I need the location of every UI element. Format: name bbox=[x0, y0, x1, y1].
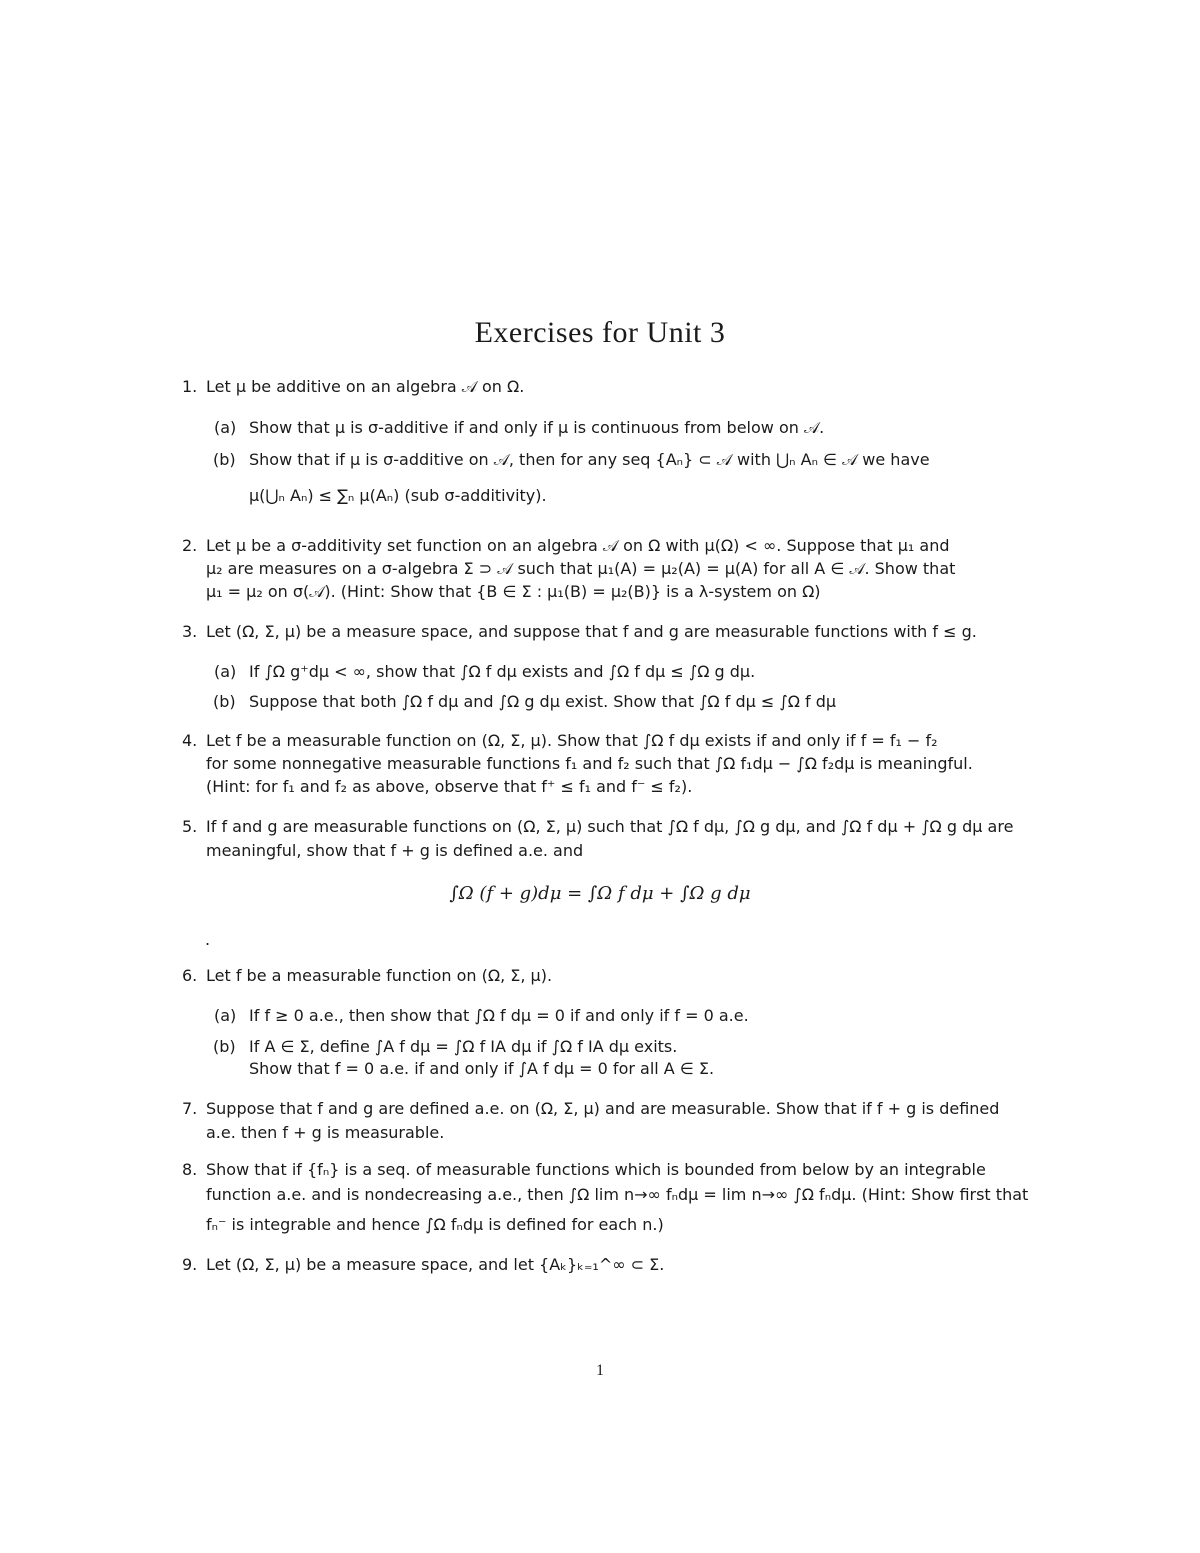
exercise-3-text: Let (Ω, Σ, μ) be a measure space, and suppose that f and g are measurable functions with f ≤ g. bbox=[206, 622, 977, 641]
page-title: Exercises for Unit 3 bbox=[474, 316, 726, 349]
exercise-1b-label: (b) bbox=[213, 450, 236, 469]
exercise-2-number: 2. bbox=[182, 536, 198, 555]
exercise-6-text: Let f be a measurable function on (Ω, Σ, μ). bbox=[206, 966, 553, 985]
exercise-5-line-2: meaningful, show that f + g is defined a.e. and bbox=[206, 841, 584, 860]
exercise-6a-label: (a) bbox=[214, 1006, 237, 1025]
exercise-3b-text: Suppose that both ∫Ω f dμ and ∫Ω g dμ exist. Show that ∫Ω f dμ ≤ ∫Ω f dμ bbox=[249, 692, 837, 711]
exercise-5-line-1: If f and g are measurable functions on (Ω, Σ, μ) such that ∫Ω f dμ, ∫Ω g dμ, and ∫Ω f dμ + ∫Ω g dμ are bbox=[206, 817, 1014, 836]
exercise-2-line-3: μ₁ = μ₂ on σ(𝒜). (Hint: Show that {B ∈ Σ : μ₁(B) = μ₂(B)} is a λ-system on Ω) bbox=[206, 582, 821, 601]
exercise-6b-line-2: Show that f = 0 a.e. if and only if ∫A f dμ = 0 for all A ∈ Σ. bbox=[249, 1059, 715, 1078]
exercise-1a-label: (a) bbox=[214, 418, 237, 437]
exercise-1-text: Let μ be additive on an algebra 𝒜 on Ω. bbox=[206, 377, 525, 396]
exercise-1-number: 1. bbox=[182, 377, 198, 396]
exercise-1b-line-1: Show that if μ is σ-additive on 𝒜, then for any seq {Aₙ} ⊂ 𝒜 with ⋃ₙ Aₙ ∈ 𝒜 we have bbox=[249, 450, 930, 469]
exercise-6b-line-1: If A ∈ Σ, define ∫A f dμ = ∫Ω f IA dμ if ∫Ω f IA dμ exits. bbox=[249, 1037, 678, 1056]
exercise-8-line-3: fₙ⁻ is integrable and hence ∫Ω fₙdμ is defined for each n.) bbox=[206, 1215, 664, 1234]
exercise-2-line-1: Let μ be a σ-additivity set function on an algebra 𝒜 on Ω with μ(Ω) < ∞. Suppose that μ₁ and bbox=[206, 536, 950, 555]
exercise-4-line-1: Let f be a measurable function on (Ω, Σ, μ). Show that ∫Ω f dμ exists if and only if f = f₁ − f₂ bbox=[206, 731, 938, 750]
exercise-5-equation: ∫Ω (f + g)dμ = ∫Ω f dμ + ∫Ω g dμ bbox=[449, 883, 751, 904]
exercise-4-line-3: (Hint: for f₁ and f₂ as above, observe that f⁺ ≤ f₁ and f⁻ ≤ f₂). bbox=[206, 777, 693, 796]
exercise-7-line-1: Suppose that f and g are defined a.e. on (Ω, Σ, μ) and are measurable. Show that if f + g is defined bbox=[206, 1099, 1000, 1118]
exercise-6b-label: (b) bbox=[213, 1037, 236, 1056]
exercise-6-number: 6. bbox=[182, 966, 198, 985]
exercise-9-text: Let (Ω, Σ, μ) be a measure space, and let {Aₖ}ₖ₌₁^∞ ⊂ Σ. bbox=[206, 1255, 665, 1274]
exercise-8-line-2: function a.e. and is nondecreasing a.e., then ∫Ω lim n→∞ fₙdμ = lim n→∞ ∫Ω fₙdμ. (Hint: Show first that bbox=[206, 1185, 1029, 1204]
exercise-4-number: 4. bbox=[182, 731, 198, 750]
exercise-3-number: 3. bbox=[182, 622, 198, 641]
exercise-5-trailing-period: . bbox=[205, 930, 211, 949]
exercise-1a-text: Show that μ is σ-additive if and only if μ is continuous from below on 𝒜. bbox=[249, 418, 825, 437]
exercise-6a-text: If f ≥ 0 a.e., then show that ∫Ω f dμ = 0 if and only if f = 0 a.e. bbox=[249, 1006, 749, 1025]
exercise-4-line-2: for some nonnegative measurable functions f₁ and f₂ such that ∫Ω f₁dμ − ∫Ω f₂dμ is meaningful. bbox=[206, 754, 973, 773]
exercise-3b-label: (b) bbox=[213, 692, 236, 711]
exercise-7-line-2: a.e. then f + g is measurable. bbox=[206, 1123, 445, 1142]
exercise-5-number: 5. bbox=[182, 817, 198, 836]
exercise-8-number: 8. bbox=[182, 1160, 198, 1179]
exercise-8-line-1: Show that if {fₙ} is a seq. of measurable functions which is bounded from below by an integrable bbox=[206, 1160, 986, 1179]
exercise-3a-label: (a) bbox=[214, 662, 237, 681]
exercise-1b-line-2: μ(⋃ₙ Aₙ) ≤ ∑ₙ μ(Aₙ) (sub σ-additivity). bbox=[249, 486, 547, 505]
exercise-9-number: 9. bbox=[182, 1255, 198, 1274]
exercise-3a-text: If ∫Ω g⁺dμ < ∞, show that ∫Ω f dμ exists and ∫Ω f dμ ≤ ∫Ω g dμ. bbox=[249, 662, 756, 681]
exercise-2-line-2: μ₂ are measures on a σ-algebra Σ ⊃ 𝒜 such that μ₁(A) = μ₂(A) = μ(A) for all A ∈ 𝒜. Show that bbox=[206, 559, 956, 578]
page-number: 1 bbox=[596, 1362, 604, 1379]
exercise-7-number: 7. bbox=[182, 1099, 198, 1118]
